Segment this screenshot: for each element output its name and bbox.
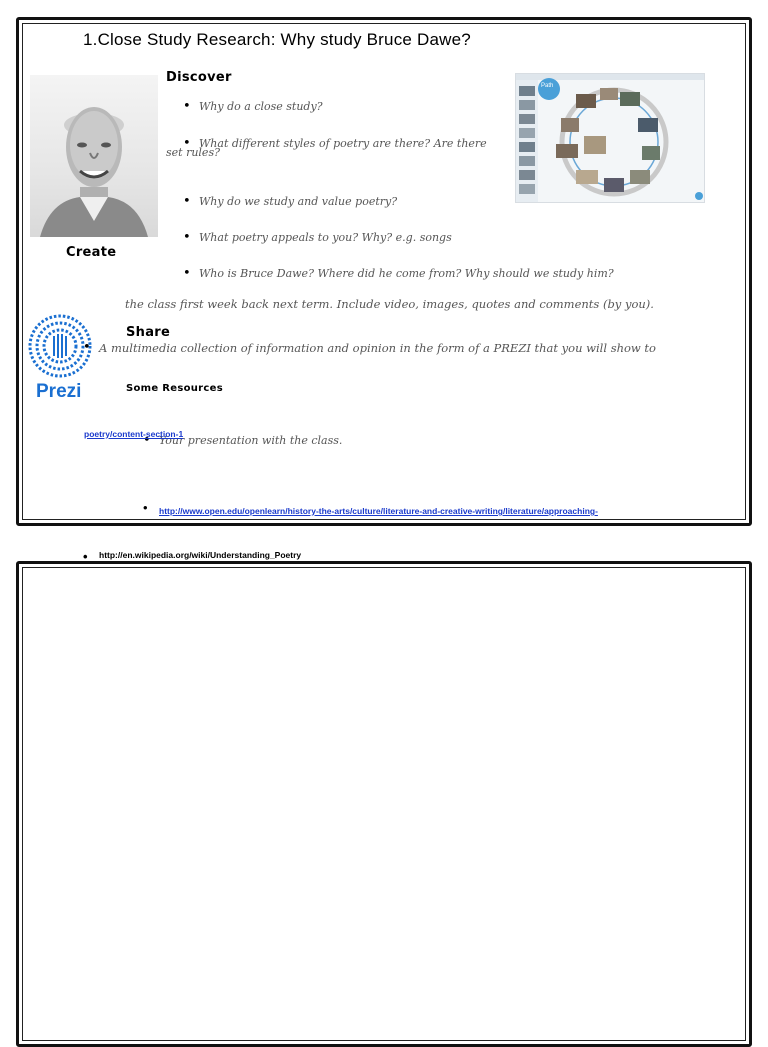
prezi-screenshot <box>515 73 705 203</box>
create-item-line-1: • A multimedia collection of information and opinion in the form of a PREZI that you will show to <box>99 341 768 355</box>
create-item-line-2: the class first week back next term. Include video, images, quotes and comments (by you). <box>125 297 654 311</box>
resource-link-1-item <box>159 501 768 519</box>
discover-item-1: • Why do a close study? <box>199 100 768 113</box>
resource-link-1-continued[interactable]: poetry/content-section-1 <box>84 429 184 439</box>
discover-item-2-continued: set rules? <box>166 146 220 159</box>
create-heading: Create <box>66 245 117 260</box>
resource-link-1-continued-item <box>84 424 183 442</box>
worksheet-frame-bottom <box>16 561 752 1047</box>
prezi-logo-icon <box>27 313 93 379</box>
share-heading: Share <box>126 325 171 340</box>
discover-heading: Discover <box>166 70 232 85</box>
portrait-photo <box>30 75 158 237</box>
prezi-logo-text: Prezi <box>36 381 82 402</box>
page-title: 1.Close Study Research: Why study Bruce Dawe? <box>83 30 471 49</box>
discover-item-3: • Why do we study and value poetry? <box>199 195 768 208</box>
discover-item-2: • What different styles of poetry are there? Are there <box>199 137 768 150</box>
discover-item-4: • What poetry appeals to you? Why? e.g. songs <box>199 231 768 244</box>
prezi-path-label: Path <box>541 83 554 89</box>
resource-link-1[interactable]: http://www.open.edu/openlearn/history-the-arts/culture/literature-and-creative-writing/literature/approaching- <box>159 506 598 516</box>
prezi-logo <box>27 313 93 405</box>
share-item: • Your presentation with the class. <box>159 434 768 447</box>
resources-heading: Some Resources <box>126 383 223 394</box>
resource-link-2[interactable]: • http://en.wikipedia.org/wiki/Understanding_Poetry <box>99 550 768 560</box>
discover-item-5: • Who is Bruce Dawe? Where did he come from? Why should we study him? <box>199 267 768 280</box>
